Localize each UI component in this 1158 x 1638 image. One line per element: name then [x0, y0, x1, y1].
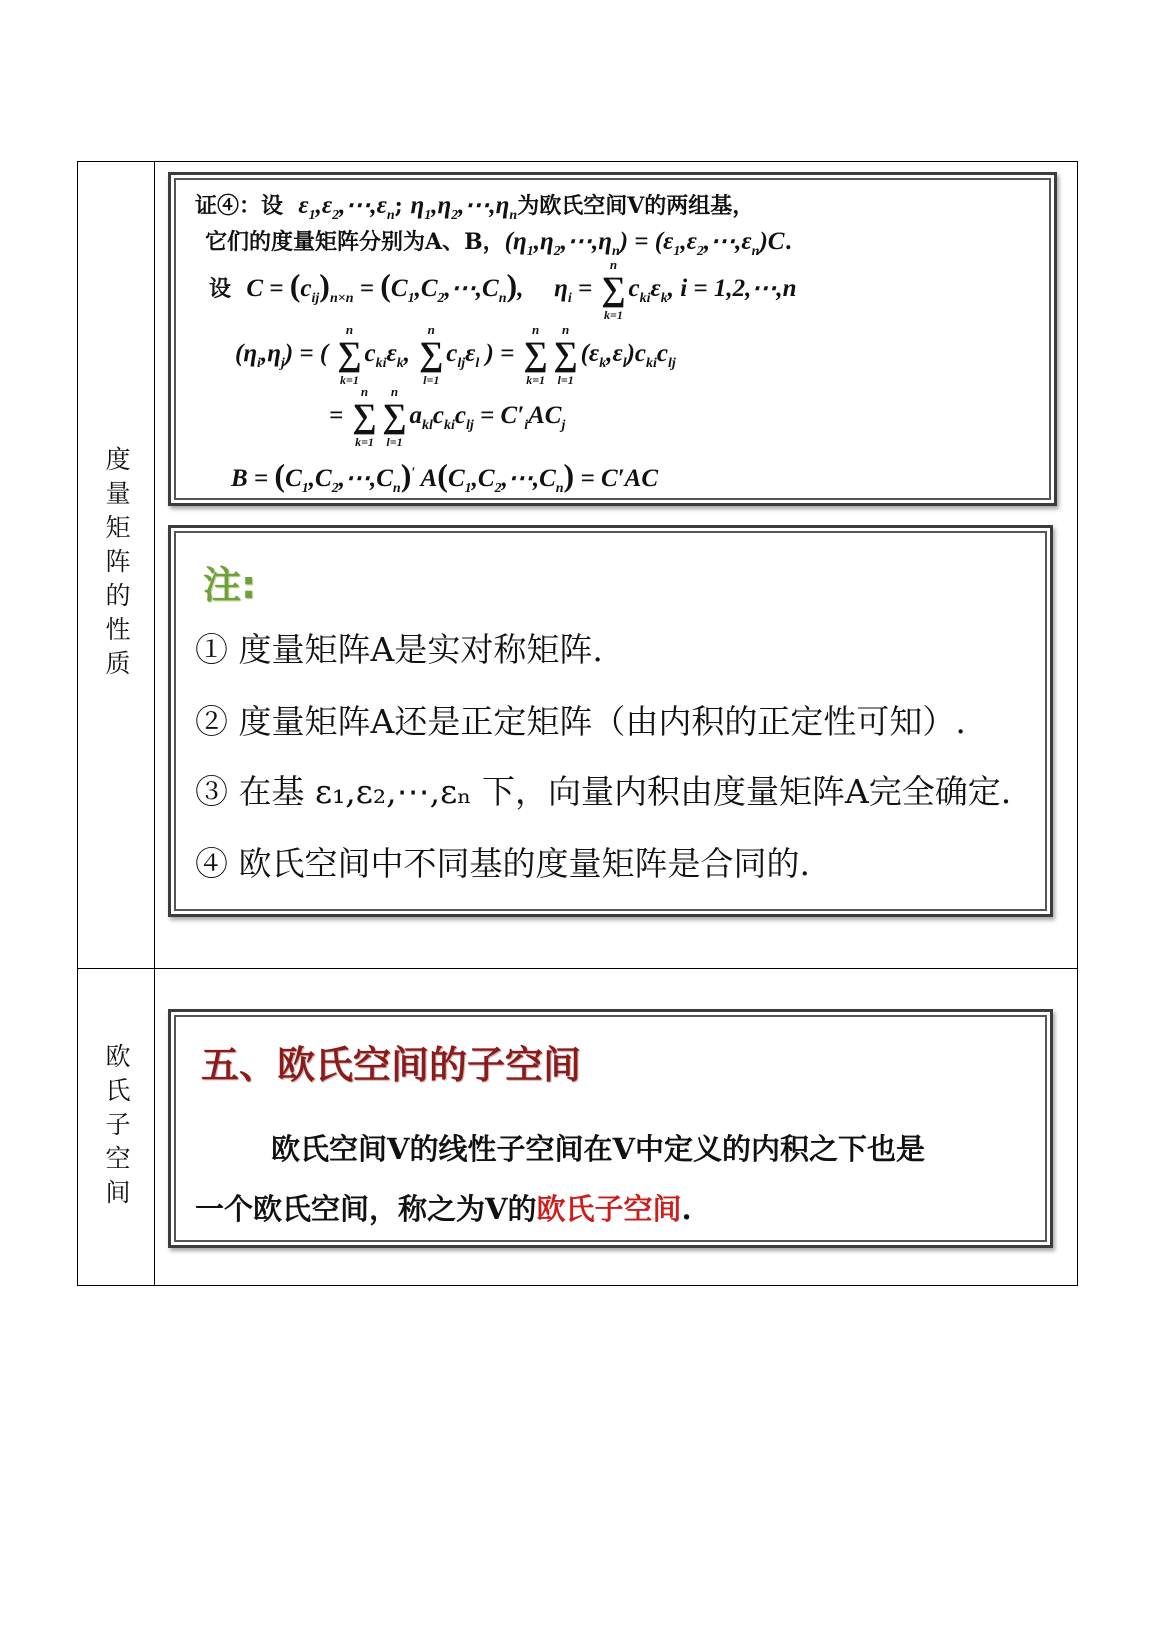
highlight-term: 欧氏子空间: [536, 1192, 682, 1226]
proof-line-6: $B = (C_1,C_2,\cdots,C_n)'$ $A(C_1,C_2,\cdots,C_n) = C'AC$: [231, 457, 659, 496]
subspace-box: [168, 1009, 1053, 1248]
content-table: [77, 161, 1078, 1286]
table-row-metric-matrix: [78, 162, 1077, 968]
note-box: [168, 525, 1053, 917]
proof-line-2: 它们的度量矩阵分别为A、B，$(\eta_1,\eta_2,\cdots,\eta_n)$ = $(\varepsilon_1,\varepsilon_2,\cdots,\varepsilon_n)C$.: [205, 228, 793, 259]
proof-line-1: 证④：设 $\varepsilon_1,\varepsilon_2,\cdots,\varepsilon_n$; $\eta_1,\eta_2,\cdots,\eta_n$为欧氏空间V的两组基，: [195, 192, 755, 223]
section-text-prefix: 一个欧氏空间，称之为V的: [195, 1192, 537, 1226]
section-text-line-1: 欧氏空间V的线性子空间在V中定义的内积之下也是: [271, 1132, 926, 1166]
proof-line-5: = n ∑ k=1 n ∑ l=1 $a_{kl}c_{ki}c_{lj} = C'_iAC_j$: [329, 384, 566, 449]
proof-box: [168, 172, 1057, 506]
row-label-cell: [78, 162, 155, 968]
note-item-1: ① 度量矩阵A是实对称矩阵.: [195, 630, 603, 669]
row-label-euclidean-subspace: 欧氏子空间: [102, 1042, 131, 1213]
note-title: 注:: [203, 563, 257, 607]
proof-line-3: 设 $C = (c_{ij})_{n\times n}$ = $(C_1,C_2,\cdots,C_n)$, $\eta_i$ = n ∑ k=1 $c_{ki}\varepsilon_k$, i = 1,2,⋯,n: [209, 257, 797, 323]
note-item-4: ④ 欧氏空间中不同基的度量矩阵是合同的.: [195, 844, 810, 883]
table-row-euclidean-subspace: [78, 968, 1077, 1286]
note-item-3: ③ 在基 ε₁,ε₂,⋯,εₙ 下，向量内积由度量矩阵A完全确定.: [195, 772, 1012, 811]
section-text-suffix: .: [681, 1192, 692, 1226]
row-content-cell: [155, 969, 1077, 1286]
row-content-cell: [155, 162, 1077, 968]
section-text-line-2: [195, 1187, 692, 1228]
row-label-cell: [78, 969, 155, 1286]
row-label-metric-matrix: 度量矩阵的性质: [102, 446, 131, 684]
section-title: 五、欧氏空间的子空间: [201, 1043, 582, 1087]
proof-line-4: $(\eta_i,\eta_j)$ = ( n ∑ k=1 $c_{ki}\varepsilon_k$, n ∑ l=1 $c_{lj}\varepsilon_l$ ) = n ∑ k=1 n ∑ l=1 $(\varepsilon_k,\varepsilon_l)c_{ki}c_{lj}$: [235, 322, 676, 387]
note-item-2: ② 度量矩阵A还是正定矩阵（由内积的正定性可知）.: [195, 702, 966, 741]
